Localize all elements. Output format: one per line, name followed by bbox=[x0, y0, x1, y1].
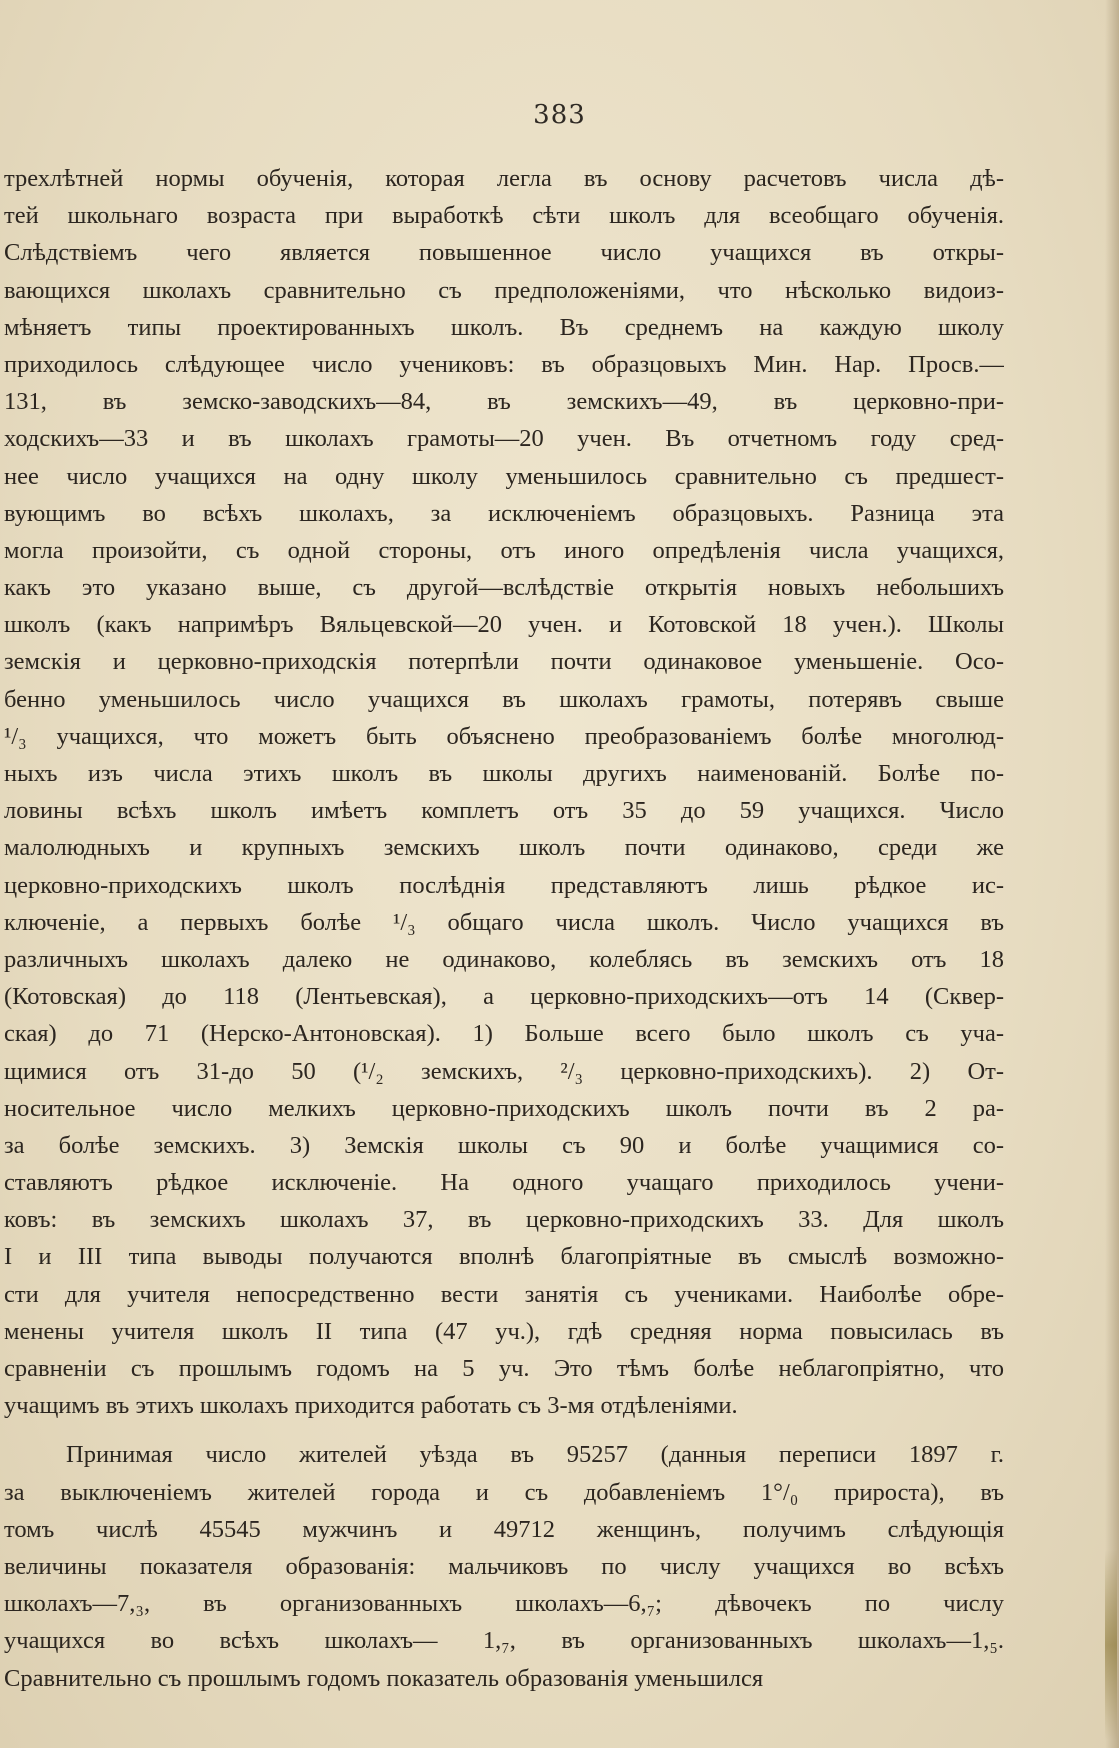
text-line: ходскихъ—33 и въ школахъ грамоты—20 учен. Въ отчетномъ году сред- bbox=[4, 425, 1004, 453]
paragraph-gap bbox=[4, 1424, 1004, 1436]
body-text bbox=[4, 160, 1004, 1697]
text-line: Слѣдствіемъ чего является повышенное число учащихся въ откры- bbox=[4, 239, 1004, 267]
text-line: ныхъ изъ числа этихъ школъ въ школы другихъ наименованій. Болѣе по- bbox=[4, 760, 1004, 787]
text-line: какъ это указано выше, съ другой—вслѣдствіе открытія новыхъ небольшихъ bbox=[4, 574, 1004, 602]
text-line: учащимъ въ этихъ школахъ приходится работать съ 3-мя отдѣленіями. bbox=[4, 1392, 738, 1420]
text-line: Принимая число жителей уѣзда въ 95257 (данныя переписи 1897 г. bbox=[66, 1441, 1004, 1469]
text-line: земскія и церковно-приходскія потерпѣли почти одинаковое уменьшеніе. Осо- bbox=[4, 648, 1004, 676]
text-line: трехлѣтней нормы обученія, которая легла въ основу расчетовъ числа дѣ- bbox=[4, 165, 1004, 192]
text-line: малолюдныхъ и крупныхъ земскихъ школъ почти одинаково, среди же bbox=[4, 834, 1004, 862]
text-line: ключеніе, а первыхъ болѣе ¹/₃ общаго числа школъ. Число учащихся въ bbox=[4, 908, 1004, 936]
text-line: носительное число мелкихъ церковно-приходскихъ школъ почти въ 2 ра- bbox=[4, 1094, 1004, 1122]
scan-artifact bbox=[1105, 1550, 1117, 1740]
text-line: бенно уменьшилось число учащихся въ школахъ грамоты, потерявъ свыше bbox=[4, 685, 1004, 713]
text-line: 131, въ земско-заводскихъ—84, въ земскихъ—49, въ церковно-при- bbox=[4, 388, 1004, 416]
text-line: церковно-приходскихъ школъ послѣднія представляютъ лишь рѣдкое ис- bbox=[4, 871, 1004, 899]
text-line: ставляютъ рѣдкое исключеніе. На одного учащаго приходилось учени- bbox=[4, 1169, 1004, 1197]
text-line: школъ (какъ напримѣръ Вяльцевской—20 учен. и Котовской 18 учен.). Школы bbox=[4, 611, 1004, 639]
text-line: вующимъ во всѣхъ школахъ, за исключеніемъ образцовыхъ. Разница эта bbox=[4, 499, 1004, 527]
text-line: ловины всѣхъ школъ имѣетъ комплетъ отъ 35 до 59 учащихся. Число bbox=[4, 797, 1004, 825]
text-line: за выключеніемъ жителей города и съ добавленіемъ 1°/₀ прироста), въ bbox=[4, 1478, 1004, 1506]
text-line: нее число учащихся на одну школу уменьшилось сравнительно съ предшест- bbox=[4, 462, 1004, 490]
text-line: тей школьнаго возраста при выработкѣ сѣти школъ для всеобщаго обученія. bbox=[4, 202, 1004, 230]
text-line: приходилось слѣдующее число учениковъ: въ образцовыхъ Мин. Нар. Просв.— bbox=[4, 350, 1004, 378]
text-line: ская) до 71 (Нерско-Антоновская). 1) Больше всего было школъ съ уча- bbox=[4, 1020, 1004, 1048]
text-line: школахъ—7,₃, въ организованныхъ школахъ—6,₇; дѣвочекъ по числу bbox=[4, 1590, 1004, 1618]
text-line: томъ числѣ 45545 мужчинъ и 49712 женщинъ, получимъ слѣдующія bbox=[4, 1515, 1004, 1543]
text-line: вающихся школахъ сравнительно съ предположеніями, что нѣсколько видоиз- bbox=[4, 276, 1004, 304]
page-number: 383 bbox=[533, 100, 586, 130]
text-line: различныхъ школахъ далеко не одинаково, колеблясь въ земскихъ отъ 18 bbox=[4, 945, 1004, 973]
text-line: Сравнительно съ прошлымъ годомъ показатель образованія уменьшился bbox=[4, 1664, 764, 1692]
text-line: ковъ: въ земскихъ школахъ 37, въ церковно-приходскихъ 33. Для школъ bbox=[4, 1206, 1004, 1234]
text-line: ¹/₃ учащихся, что можетъ быть объяснено преобразованіемъ болѣе многолюд- bbox=[4, 722, 1004, 750]
text-line: мѣняетъ типы проектированныхъ школъ. Въ среднемъ на каждую школу bbox=[4, 313, 1004, 341]
text-line: учащихся во всѣхъ школахъ— 1,₇, въ организованныхъ школахъ—1,₅. bbox=[4, 1627, 1004, 1655]
text-line: щимися отъ 31-до 50 (¹/₂ земскихъ, ²/₃ церковно-приходскихъ). 2) От- bbox=[4, 1057, 1004, 1085]
text-line: I и III типа выводы получаются вполнѣ благопріятные въ смыслѣ возможно- bbox=[4, 1243, 1004, 1271]
text-line: сравненіи съ прошлымъ годомъ на 5 уч. Это тѣмъ болѣе неблагопріятно, что bbox=[4, 1355, 1004, 1382]
paragraph-2 bbox=[4, 1436, 1004, 1696]
page-edge-shadow bbox=[1105, 0, 1119, 1748]
text-line: сти для учителя непосредственно вести занятія съ учениками. Наиболѣе обре- bbox=[4, 1280, 1004, 1308]
paragraph-1 bbox=[4, 160, 1004, 1424]
text-line: (Котовская) до 118 (Лентьевская), а церковно-приходскихъ—отъ 14 (Сквер- bbox=[4, 983, 1004, 1011]
text-line: за болѣе земскихъ. 3) Земскія школы съ 90 и болѣе учащимися со- bbox=[4, 1131, 1004, 1159]
text-line: величины показателя образованія: мальчиковъ по числу учащихся во всѣхъ bbox=[4, 1552, 1004, 1580]
text-line: могла произойти, съ одной стороны, отъ иного опредѣленія числа учащихся, bbox=[4, 536, 1004, 564]
text-line: менены учителя школъ II типа (47 уч.), гдѣ средняя норма повысилась въ bbox=[4, 1317, 1004, 1345]
